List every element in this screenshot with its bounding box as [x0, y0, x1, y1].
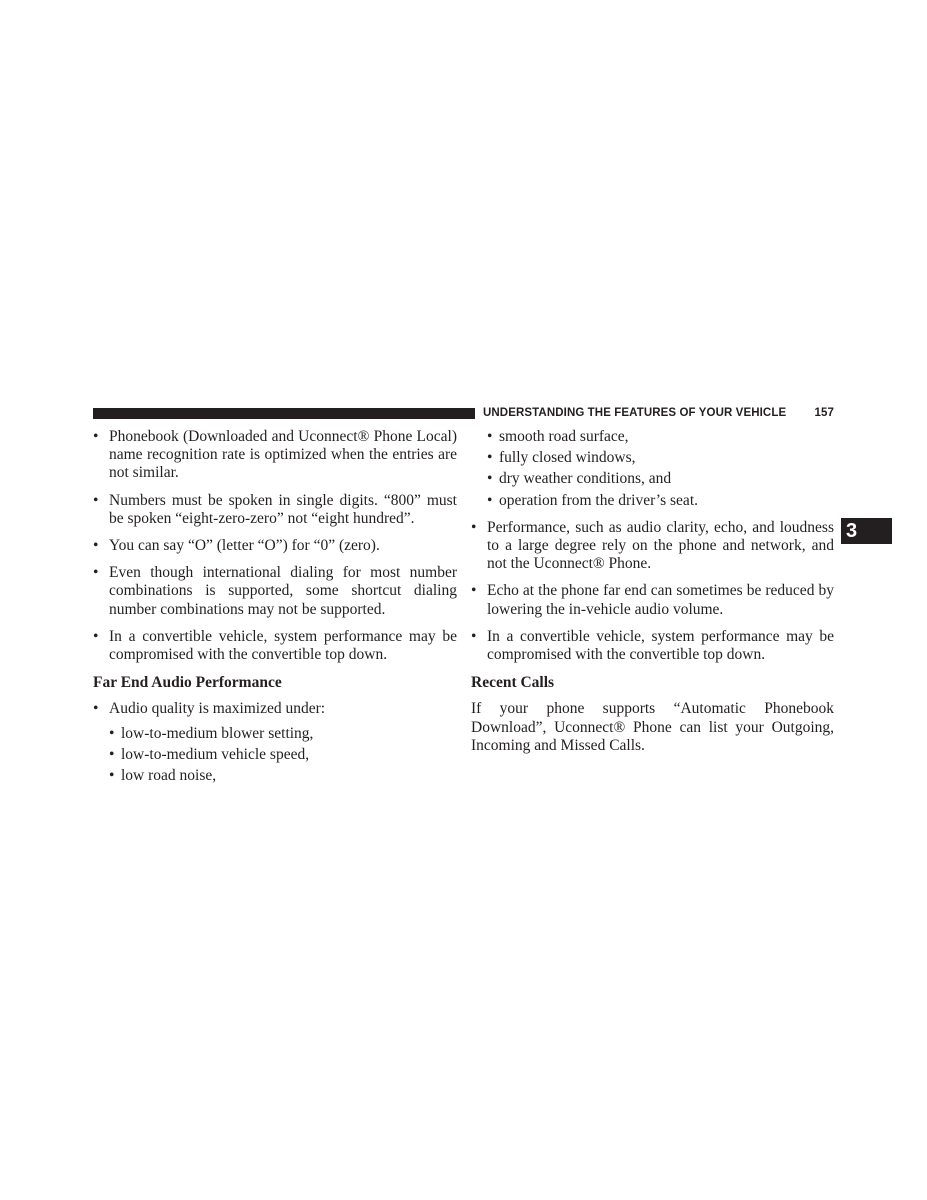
bullet-icon: •: [487, 449, 493, 467]
sub-list-item-text: operation from the driver’s seat.: [499, 491, 698, 509]
list-item-text: Phonebook (Downloaded and Uconnect® Phone Local) name recognition rate is optimized when the entries are not similar.: [109, 428, 457, 482]
list-item: [93, 537, 457, 555]
sub-list-item: [471, 470, 834, 488]
bullet-icon: •: [93, 537, 99, 555]
list-item-text: Echo at the phone far end can sometimes be reduced by lowering the in-vehicle audio volume.: [487, 582, 834, 618]
list-item: [93, 492, 457, 528]
list-item: [471, 519, 834, 574]
sub-list-item: [93, 767, 457, 785]
list-item: [93, 428, 457, 483]
list-item-text: Even though international dialing for most number combinations is supported, some shortcut dialing number combinations may not be supported.: [109, 564, 457, 618]
sub-list-item: [93, 746, 457, 764]
list-item-text: You can say “O” (letter “O”) for “0” (zero).: [109, 537, 380, 555]
list-item-text: Performance, such as audio clarity, echo, and loudness to a large degree rely on the phone and network, and not the Uconnect® Phone.: [487, 518, 834, 573]
left-column: [93, 428, 457, 788]
bullet-icon: •: [109, 767, 115, 785]
sub-list-item: [471, 492, 834, 510]
sub-list-item-text: dry weather conditions, and: [499, 470, 672, 488]
list-item: [93, 628, 457, 664]
page-number: 157: [814, 407, 834, 419]
sub-list-item-text: fully closed windows,: [499, 449, 636, 467]
bullet-icon: •: [487, 428, 493, 445]
right-column: [471, 428, 834, 755]
sub-list-item: [471, 428, 834, 446]
section-heading-recent-calls: Recent Calls: [471, 674, 555, 692]
chapter-tab: 3: [841, 518, 892, 544]
bullet-icon: •: [471, 627, 477, 645]
sub-list-item-text: low road noise,: [121, 767, 217, 785]
sub-list-item-text: low-to-medium vehicle speed,: [121, 745, 310, 763]
bullet-icon: •: [93, 428, 99, 445]
bullet-icon: •: [93, 564, 99, 582]
list-item-text: Audio quality is maximized under:: [109, 700, 326, 718]
bullet-icon: •: [109, 724, 115, 742]
bullet-icon: •: [471, 518, 477, 536]
sub-list-item-text: low-to-medium blower setting,: [121, 724, 314, 742]
recent-calls-paragraph: If your phone supports “Automatic Phonebook Download”, Uconnect® Phone can list your Outgoing, Incoming and Missed Calls.: [471, 700, 834, 754]
running-title: UNDERSTANDING THE FEATURES OF YOUR VEHICLE: [483, 407, 787, 419]
bullet-icon: •: [109, 745, 115, 763]
bullet-icon: •: [487, 470, 493, 488]
section-heading-far-end-audio: Far End Audio Performance: [93, 674, 282, 692]
running-head: [483, 405, 834, 421]
bullet-icon: •: [471, 582, 477, 600]
list-item: [471, 628, 834, 664]
list-item: [93, 564, 457, 619]
sub-list-item: [93, 725, 457, 743]
sub-list-item: [471, 449, 834, 467]
bullet-icon: •: [487, 491, 493, 509]
sub-list-item-text: smooth road surface,: [499, 428, 629, 445]
bullet-icon: •: [93, 700, 99, 718]
list-item-text: Numbers must be spoken in single digits. “800” must be spoken “eight-zero-zero” not “eight hundred”.: [109, 491, 457, 527]
bullet-icon: •: [93, 627, 99, 645]
header-rule: [93, 408, 475, 419]
list-item-text: In a convertible vehicle, system performance may be compromised with the convertible top down.: [487, 627, 834, 664]
list-item: [93, 700, 457, 718]
list-item-text: In a convertible vehicle, system performance may be compromised with the convertible top down.: [109, 627, 457, 664]
list-item: [471, 582, 834, 618]
bullet-icon: •: [93, 491, 99, 509]
